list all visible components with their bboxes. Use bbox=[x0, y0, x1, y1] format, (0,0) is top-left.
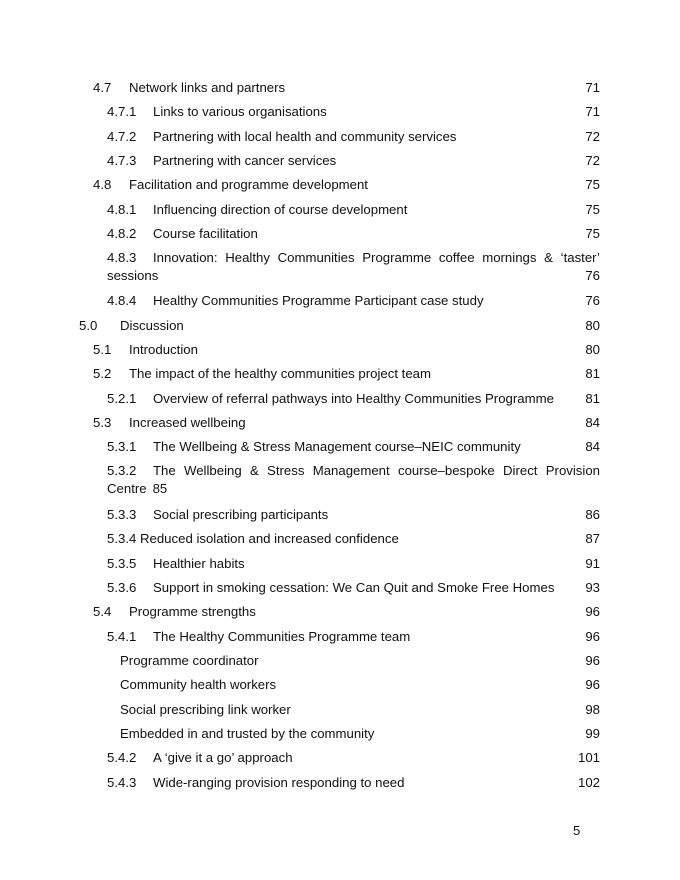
toc-page: 96 bbox=[585, 677, 600, 692]
toc-entry[interactable] bbox=[120, 701, 600, 719]
toc-word: Stress bbox=[267, 463, 305, 478]
toc-word: ‘taster’ bbox=[560, 250, 600, 265]
toc-title: Social prescribing participants bbox=[153, 507, 329, 522]
toc-entry[interactable] bbox=[79, 317, 600, 335]
toc-title: Overview of referral pathways into Healthy Communities Programme bbox=[153, 391, 554, 406]
toc-word: Programme bbox=[362, 250, 432, 265]
toc-entry[interactable] bbox=[120, 652, 600, 670]
toc-page: 76 bbox=[585, 293, 600, 308]
toc-entry[interactable] bbox=[107, 628, 600, 646]
toc-entry[interactable] bbox=[107, 152, 600, 170]
toc-title: Facilitation and programme development bbox=[129, 177, 368, 192]
toc-title-justified bbox=[107, 249, 600, 267]
toc-number: 5.3.2 bbox=[107, 463, 137, 478]
toc-number: 4.7.2 bbox=[107, 129, 137, 144]
toc-entry[interactable] bbox=[107, 128, 600, 146]
toc-number: 4.8.2 bbox=[107, 226, 137, 241]
toc-number: 4.8.4 bbox=[107, 293, 137, 308]
toc-entry-wrapped[interactable] bbox=[107, 462, 600, 498]
toc-entry[interactable] bbox=[107, 530, 600, 548]
toc-page: 85 bbox=[152, 481, 168, 496]
toc-title: Embedded in and trusted by the community bbox=[120, 726, 375, 741]
toc-word: Healthy bbox=[225, 250, 270, 265]
toc-entry[interactable] bbox=[93, 341, 600, 359]
toc-number: 5.2 bbox=[93, 366, 112, 381]
toc-page: 71 bbox=[585, 104, 600, 119]
toc-page: 96 bbox=[585, 653, 600, 668]
toc-number: 5.0 bbox=[79, 318, 98, 333]
toc-title: Support in smoking cessation: We Can Quit and Smoke Free Homes bbox=[153, 580, 555, 595]
toc-title: Programme strengths bbox=[129, 604, 256, 619]
toc-title: Healthier habits bbox=[153, 556, 245, 571]
toc-page: 72 bbox=[585, 129, 600, 144]
toc-page: 96 bbox=[585, 629, 600, 644]
toc-page: 81 bbox=[585, 366, 600, 381]
toc-page: 84 bbox=[585, 415, 600, 430]
toc-title: Links to various organisations bbox=[153, 104, 327, 119]
toc-entry[interactable] bbox=[107, 774, 600, 792]
toc-title: Network links and partners bbox=[129, 80, 286, 95]
toc-entry[interactable] bbox=[93, 414, 600, 432]
toc-number: 5.1 bbox=[93, 342, 112, 357]
toc-word: & bbox=[544, 250, 553, 265]
toc-word: The bbox=[153, 463, 176, 478]
toc-number: 5.2.1 bbox=[107, 391, 137, 406]
toc-title: Influencing direction of course development bbox=[153, 202, 408, 217]
toc-number: 4.8.1 bbox=[107, 202, 137, 217]
toc-title: The impact of the healthy communities project team bbox=[129, 366, 431, 381]
toc-entry[interactable] bbox=[107, 438, 600, 456]
toc-title: Course facilitation bbox=[153, 226, 258, 241]
toc-entry[interactable] bbox=[93, 365, 600, 383]
toc-title: Wide-ranging provision responding to need bbox=[153, 775, 405, 790]
toc-page: 80 bbox=[585, 318, 600, 333]
toc-page: 96 bbox=[585, 604, 600, 619]
toc-number: 5.4.1 bbox=[107, 629, 137, 644]
toc-page: 84 bbox=[585, 439, 600, 454]
toc-title: Introduction bbox=[129, 342, 198, 357]
toc-page: 80 bbox=[585, 342, 600, 357]
toc-title: Programme coordinator bbox=[120, 653, 259, 668]
toc-word: Communities bbox=[277, 250, 355, 265]
toc-word: Direct bbox=[503, 463, 538, 478]
toc-title: A ‘give it a go’ approach bbox=[153, 750, 293, 765]
toc-title: Healthy Communities Programme Participant case study bbox=[153, 293, 484, 308]
toc-number: 4.7.3 bbox=[107, 153, 137, 168]
toc-number: 4.8 bbox=[93, 177, 112, 192]
toc-page: 91 bbox=[585, 556, 600, 571]
toc-entry[interactable] bbox=[107, 103, 600, 121]
toc-entry[interactable] bbox=[107, 225, 600, 243]
toc-page: 75 bbox=[585, 177, 600, 192]
toc-page: 75 bbox=[585, 226, 600, 241]
toc-title-continuation: Centre bbox=[107, 481, 147, 496]
toc-number: 5.4.2 bbox=[107, 750, 137, 765]
toc-page: 71 bbox=[585, 80, 600, 95]
toc-page: 98 bbox=[585, 702, 600, 717]
toc-page: 99 bbox=[585, 726, 600, 741]
toc-number: 4.7.1 bbox=[107, 104, 137, 119]
toc-word: Management bbox=[312, 463, 390, 478]
toc-entry[interactable] bbox=[107, 555, 600, 573]
toc-number: 4.8.3 bbox=[107, 250, 137, 265]
toc-entry[interactable] bbox=[107, 292, 600, 310]
toc-title: Discussion bbox=[120, 318, 184, 333]
toc-title: 5.3.4 Reduced isolation and increased confidence bbox=[107, 531, 399, 546]
toc-number: 5.4 bbox=[93, 604, 112, 619]
toc-title: The Wellbeing & Stress Management course–NEIC community bbox=[153, 439, 521, 454]
toc-title: Social prescribing link worker bbox=[120, 702, 291, 717]
toc-word: mornings bbox=[482, 250, 537, 265]
toc-page: 86 bbox=[585, 507, 600, 522]
toc-number: 5.4.3 bbox=[107, 775, 137, 790]
toc-word: coffee bbox=[438, 250, 475, 265]
toc-title: The Healthy Communities Programme team bbox=[153, 629, 411, 644]
toc-page: 93 bbox=[585, 580, 600, 595]
page-number: 5 bbox=[573, 823, 581, 838]
toc-number: 5.3 bbox=[93, 415, 112, 430]
toc-title-continuation: sessions bbox=[107, 268, 159, 283]
toc-number: 4.7 bbox=[93, 80, 112, 95]
toc-title: Community health workers bbox=[120, 677, 277, 692]
toc-entry[interactable] bbox=[93, 176, 600, 194]
toc-entry[interactable] bbox=[107, 579, 600, 597]
toc-word: course–bespoke bbox=[397, 463, 495, 478]
toc-title-justified bbox=[107, 462, 600, 480]
toc-entry[interactable] bbox=[120, 676, 600, 694]
toc-page: 72 bbox=[585, 153, 600, 168]
toc-number: 5.3.5 bbox=[107, 556, 137, 571]
toc-page: 76 bbox=[585, 268, 600, 283]
toc-word: Wellbeing bbox=[184, 463, 242, 478]
toc-title: Increased wellbeing bbox=[129, 415, 246, 430]
toc-entry[interactable] bbox=[107, 390, 600, 408]
toc-page: 102 bbox=[577, 775, 600, 790]
toc-number: 5.3.1 bbox=[107, 439, 137, 454]
toc-page: 81 bbox=[585, 391, 600, 406]
toc-entry-wrapped[interactable] bbox=[107, 249, 600, 285]
toc-entry[interactable] bbox=[120, 725, 600, 743]
toc-entry[interactable] bbox=[93, 79, 600, 97]
toc-number: 5.3.3 bbox=[107, 507, 137, 522]
toc-entry[interactable] bbox=[107, 749, 600, 767]
toc-title: Partnering with cancer services bbox=[153, 153, 337, 168]
toc-page: 87 bbox=[585, 531, 600, 546]
toc-word: Innovation: bbox=[153, 250, 218, 265]
toc-number: 5.3.6 bbox=[107, 580, 137, 595]
toc-entry[interactable] bbox=[107, 201, 600, 219]
toc-page: 75 bbox=[585, 202, 600, 217]
toc-entry[interactable] bbox=[93, 603, 600, 621]
toc-page: 101 bbox=[577, 750, 600, 765]
toc-entry[interactable] bbox=[107, 506, 600, 524]
toc-title: Partnering with local health and community services bbox=[153, 129, 457, 144]
toc-word: Provision bbox=[545, 463, 600, 478]
toc-word: & bbox=[249, 463, 259, 478]
